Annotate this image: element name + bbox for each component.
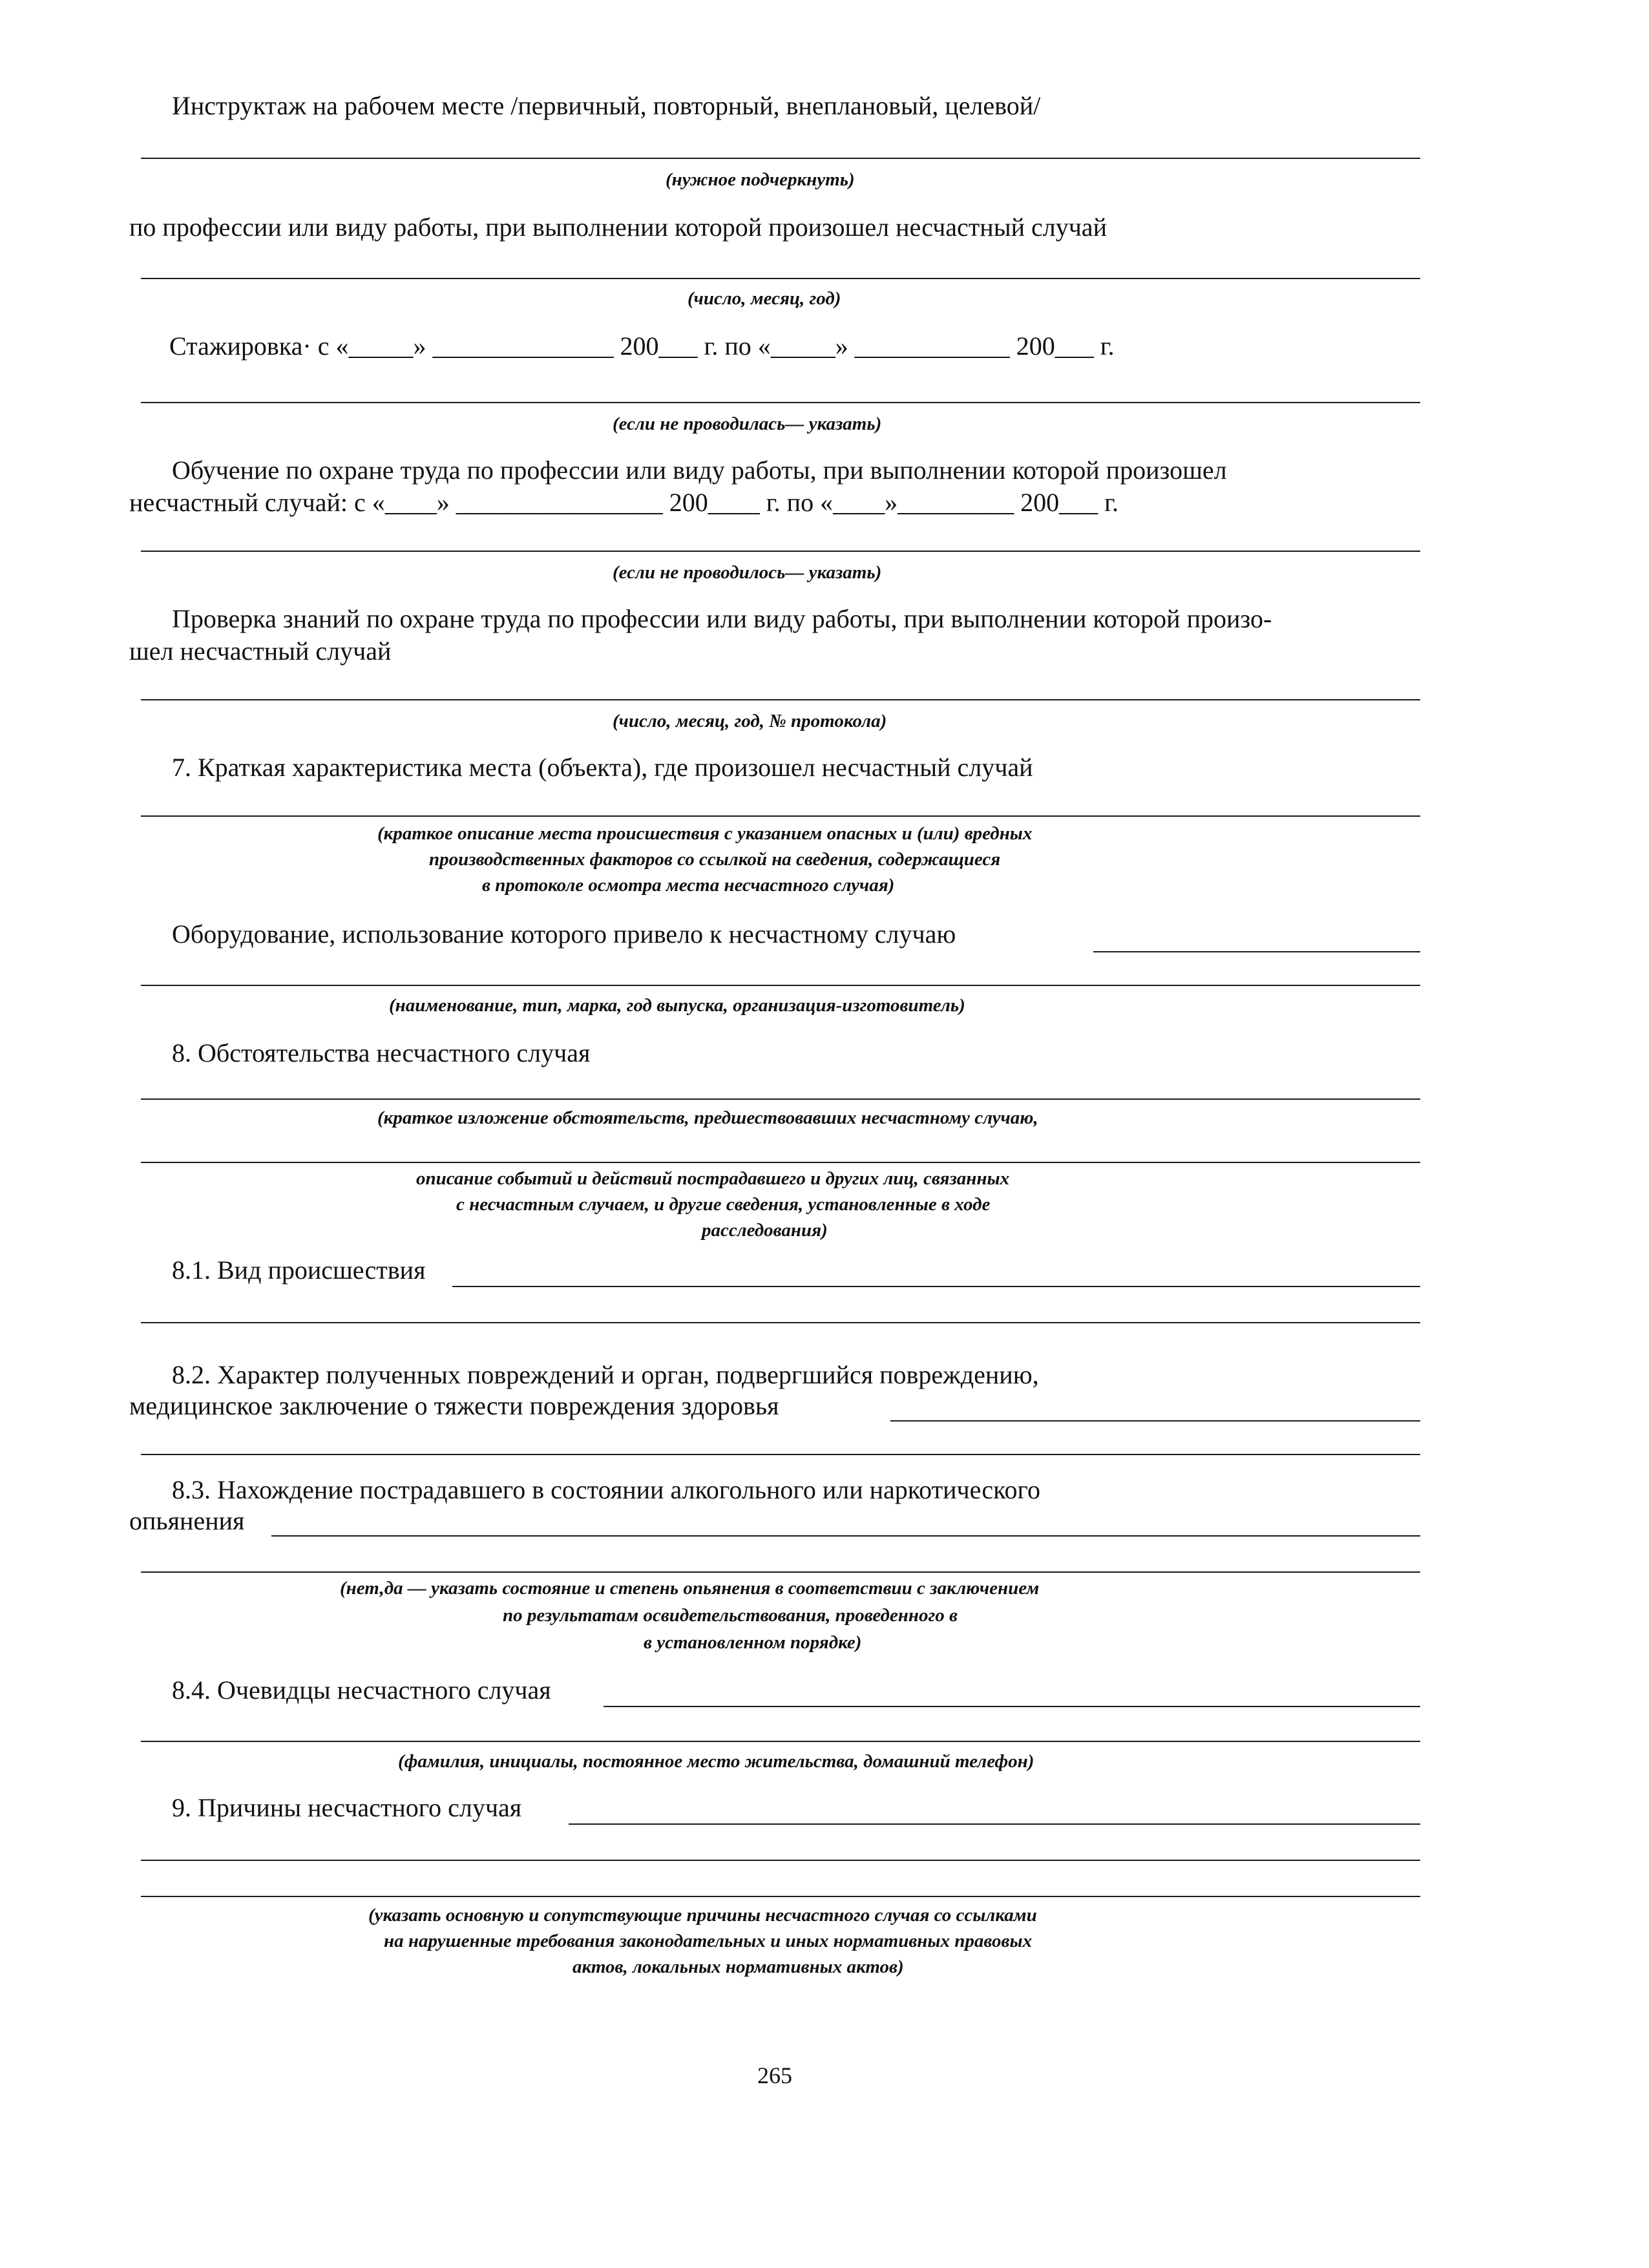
instruction-caption: (нужное подчеркнуть) <box>666 169 855 190</box>
internship-fill-line[interactable] <box>141 402 1420 403</box>
section-8-4-caption: (фамилия, инициалы, постоянное место жительства, домашний телефон) <box>398 1751 1035 1772</box>
section-8-4-inline-line[interactable] <box>604 1706 1420 1707</box>
section-8-fill-line-2[interactable] <box>141 1162 1420 1163</box>
section-8-2-line1: 8.2. Характер полученных повреждений и орган, подвергшийся повреждению, <box>172 1360 1039 1389</box>
section-8-3-caption-2: по результатам освидетельствования, проведенного в <box>503 1605 958 1626</box>
section-8-caption-3: с несчастным случаем, и другие сведения, установленные в ходе <box>456 1194 991 1215</box>
equipment-label: Оборудование, использование которого привело к несчастному случаю <box>172 919 956 949</box>
section-8-3-fill-line[interactable] <box>141 1571 1420 1573</box>
knowledge-check-line2: шел несчастный случай <box>129 636 392 666</box>
section-9-caption-3: актов, локальных нормативных актов) <box>572 1957 904 1977</box>
date-caption-1: (число, месяц, год) <box>688 288 841 309</box>
training-label-line1: Обучение по охране труда по профессии или виду работы, при выполнении которой произошел <box>172 456 1227 485</box>
section-8-4-label: 8.4. Очевидцы несчастного случая <box>172 1675 551 1705</box>
equipment-inline-line[interactable] <box>1093 951 1420 952</box>
section-7-title: 7. Краткая характеристика места (объекта), где произошел несчастный случай <box>172 753 1033 782</box>
section-8-caption-4: расследования) <box>702 1220 828 1241</box>
equipment-caption: (наименование, тип, марка, год выпуска, организация-изготовитель) <box>389 995 965 1016</box>
section-8-caption-2: описание событий и действий пострадавшего и других лиц, связанных <box>416 1168 1010 1189</box>
section-8-fill-line-1[interactable] <box>141 1098 1420 1100</box>
protocol-caption: (число, месяц, год, № протокола) <box>613 711 887 731</box>
section-9-fill-line-2[interactable] <box>141 1896 1420 1897</box>
section-8-4-fill-line[interactable] <box>141 1741 1420 1742</box>
section-8-1-inline-line[interactable] <box>452 1286 1420 1287</box>
knowledge-check-fill-line[interactable] <box>141 699 1420 700</box>
section-8-3-line2: опьянения <box>129 1506 245 1535</box>
section-8-3-inline-line[interactable] <box>271 1535 1420 1537</box>
training-fill-line[interactable] <box>141 551 1420 552</box>
section-7-fill-line[interactable] <box>141 815 1420 817</box>
profession-fill-line[interactable] <box>141 278 1420 279</box>
section-7-caption-1: (краткое описание места происшествия с указанием опасных и (или) вредных <box>377 823 1033 844</box>
instruction-fill-line[interactable] <box>141 158 1420 159</box>
instruction-label: Инструктаж на рабочем месте /первичный, повторный, внеплановый, целевой/ <box>172 91 1041 120</box>
internship-label: Стажировка· с «_____» ______________ 200___ г. по «_____» ____________ 200___ г. <box>169 331 1115 361</box>
section-8-2-line2: медицинское заключение о тяжести повреждения здоровья <box>129 1391 779 1420</box>
knowledge-check-line1: Проверка знаний по охране труда по профессии или виду работы, при выполнении которой произо- <box>172 604 1272 633</box>
section-9-fill-line-1[interactable] <box>141 1860 1420 1861</box>
section-9-caption-2: на нарушенные требования законодательных и иных нормативных правовых <box>384 1931 1033 1951</box>
page-number: 265 <box>757 2063 792 2088</box>
profession-label: по профессии или виду работы, при выполнении которой произошел несчастный случай <box>129 213 1107 242</box>
section-7-caption-3: в протоколе осмотра места несчастного случая) <box>482 875 895 896</box>
training-label-line2: несчастный случай: с «____» ________________ 200____ г. по «____»_________ 200___ г. <box>129 488 1119 517</box>
section-8-caption-1: (краткое изложение обстоятельств, предшествовавших несчастному случаю, <box>377 1108 1038 1128</box>
training-caption: (если не проводилось— указать) <box>613 562 882 583</box>
section-8-2-fill-line[interactable] <box>141 1454 1420 1455</box>
section-9-inline-line[interactable] <box>569 1823 1420 1825</box>
internship-caption: (если не проводилась— указать) <box>613 414 882 434</box>
section-8-2-inline-line[interactable] <box>890 1420 1420 1422</box>
section-9-label: 9. Причины несчастного случая <box>172 1793 522 1822</box>
section-8-1-label: 8.1. Вид происшествия <box>172 1255 426 1285</box>
section-8-1-fill-line[interactable] <box>141 1322 1420 1323</box>
equipment-fill-line[interactable] <box>141 985 1420 986</box>
section-8-3-caption-1: (нет,да — указать состояние и степень опьянения в соответствии с заключением <box>340 1578 1040 1599</box>
section-8-title: 8. Обстоятельства несчастного случая <box>172 1038 591 1067</box>
section-7-caption-2: производственных факторов со ссылкой на сведения, содержащиеся <box>429 849 1001 870</box>
section-8-3-line1: 8.3. Нахождение пострадавшего в состоянии алкогольного или наркотического <box>172 1475 1040 1504</box>
section-9-caption-1: (указать основную и сопутствующие причины несчастного случая со ссылками <box>368 1905 1037 1926</box>
section-8-3-caption-3: в установленном порядке) <box>644 1632 862 1653</box>
